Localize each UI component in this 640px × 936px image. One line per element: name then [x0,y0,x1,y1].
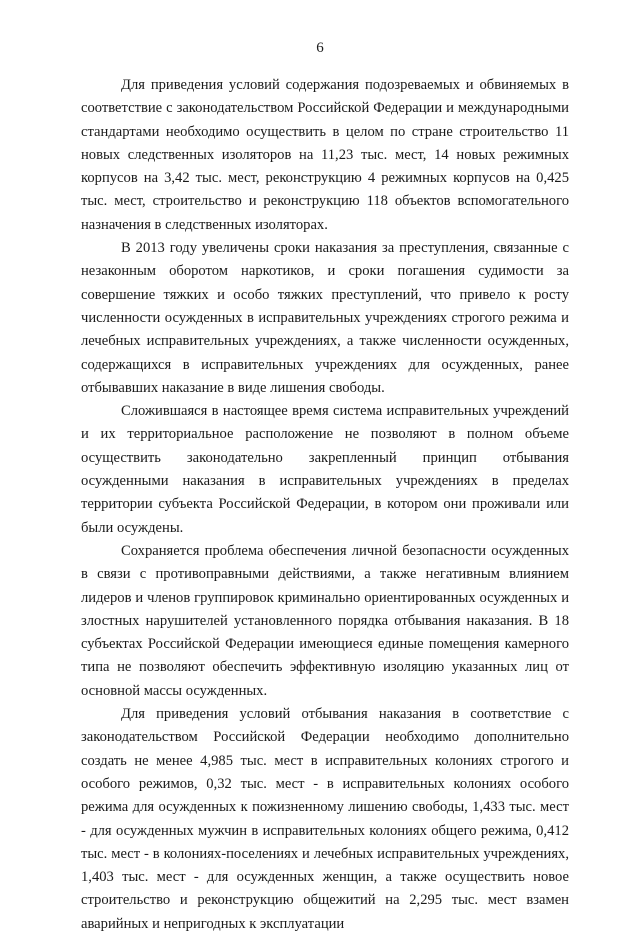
paragraph-2: В 2013 году увеличены сроки наказания за преступления, связанные с незаконным оборотом наркотиков, и сроки погашения судимости за совершение тяжких и особо тяжких преступлений, что привело к росту численности осужденных в исправительных учреждениях строгого режима и лечебных исправительных учреждениях, а также численности осужденных, содержащихся в исправительных учреждениях для осужденных, ранее отбывавших наказание в виде лишения свободы. [81,240,569,396]
page-number: 6 [316,40,324,56]
paragraph-5: Для приведения условий отбывания наказания в соответствие с законодательством Российской Федерации необходимо дополнительно создать не менее 4,985 тыс. мест в исправительных колониях строгого и особого режимов, 0,32 тыс. мест - в исправительных колониях особого режима для осужденных к пожизненному лишению свободы, 1,433 тыс. мест - для осужденных мужчин в исправительных колониях общего режима, 0,412 тыс. мест - в колониях-поселениях и лечебных исправительных учреждениях, 1,403 тыс. мест - для осужденных женщин, а также осуществить новое строительство и реконструкцию общежитий на 2,295 тыс. мест взамен аварийных и непригодных к эксплуатации [81,706,569,932]
paragraph-3: Сложившаяся в настоящее время система исправительных учреждений и их территориальное расположение не позволяют в полном объеме осуществить законодательно закрепленный принцип отбывания осужденными наказания в исправительных учреждениях в пределах территории субъекта Российской Федерации, в котором они проживали или были осуждены. [81,403,569,536]
paragraph-1: Для приведения условий содержания подозреваемых и обвиняемых в соответствие с законодательством Российской Федерации и международными стандартами необходимо осуществить в целом по стране строительство 11 новых следственных изоляторов на 11,23 тыс. мест, 14 новых режимных корпусов на 3,42 тыс. мест, реконструкцию 4 режимных корпусов на 0,425 тыс. мест, строительство и реконструкцию 118 объектов вспомогательного назначения в следственных изоляторах. [81,77,569,233]
paragraph-4: Сохраняется проблема обеспечения личной безопасности осужденных в связи с противоправными действиями, а также негативным влиянием лидеров и членов группировок криминально ориентированных осужденных и злостных нарушителей установленного порядка отбывания наказания. В 18 субъектах Российской Федерации имеющиеся единые помещения камерного типа не позволяют обеспечить эффективную изоляцию указанных лиц от основной массы осужденных. [81,542,569,699]
document-body [81,74,569,936]
